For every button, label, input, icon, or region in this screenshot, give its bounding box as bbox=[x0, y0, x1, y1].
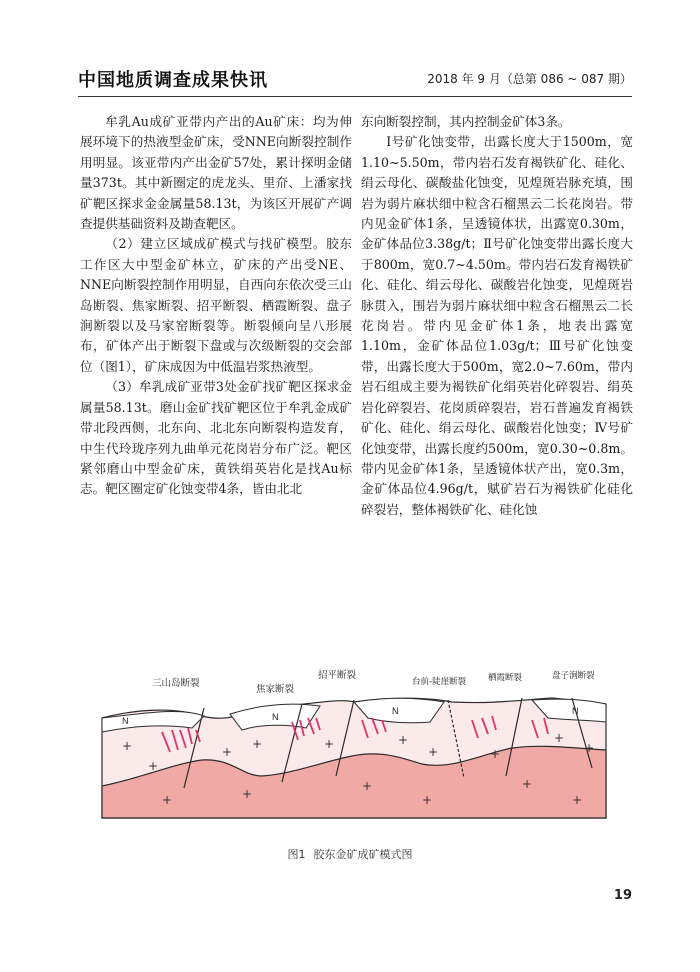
fault-labels bbox=[152, 669, 595, 695]
granite-symbol: + bbox=[398, 733, 409, 747]
granite-symbol: + bbox=[554, 731, 565, 745]
caption-text: 胶东金矿成矿模式图 bbox=[313, 848, 413, 861]
page-header bbox=[78, 60, 632, 96]
granite-symbol: + bbox=[428, 745, 439, 759]
header-rule bbox=[78, 96, 632, 97]
symbol-n: N bbox=[272, 712, 279, 722]
left-column bbox=[80, 112, 352, 500]
paragraph: （3）牟乳成矿亚带3处金矿找矿靶区探求金属量58.13t。磨山金矿找矿靶区位于牟乳金成矿带北段西侧，北东向、北北东向断裂构造发育，中生代玲珑序列九曲单元花岗岩分布广泛。靶区紧邻磨山中型金矿床，黄铁绢英岩化是找Au标志。靶区圈定矿化蚀变带4条，皆由北北 bbox=[80, 379, 352, 497]
label-sanshandao: 三山岛断裂 bbox=[152, 678, 200, 689]
right-column bbox=[361, 112, 633, 520]
issue-info: 2018 年 9 月（总第 086 ~ 087 期） bbox=[427, 72, 632, 86]
granite-symbol: + bbox=[362, 779, 373, 793]
granite-symbol: + bbox=[242, 787, 253, 801]
paragraph: 东向断裂控制，其内控制金矿体3条。 bbox=[361, 114, 571, 129]
symbol-n: N bbox=[122, 716, 129, 726]
granite-symbol: + bbox=[572, 793, 583, 807]
figure-metallogenic-model bbox=[92, 658, 616, 828]
label-zhaoping: 招平断裂 bbox=[318, 670, 357, 681]
label-jiaojia: 焦家断裂 bbox=[256, 684, 295, 695]
granite-symbol: + bbox=[162, 793, 173, 807]
granite-symbol: + bbox=[584, 741, 595, 755]
label-baijiuzhai: 台前-陡崖断裂 bbox=[412, 677, 467, 687]
journal-title: 中国地质调查成果快讯 bbox=[78, 70, 268, 91]
granite-symbol: + bbox=[490, 747, 501, 761]
symbol-n: N bbox=[392, 706, 399, 716]
granite-symbol: + bbox=[252, 737, 263, 751]
granite-symbol: + bbox=[522, 777, 533, 791]
granite-symbol: + bbox=[422, 793, 433, 807]
paragraph: Ⅰ号矿化蚀变带，出露长度大于1500m，宽1.10~5.50m，带内岩石发育褐铁矿化、硅化、绢云母化、碳酸盐化蚀变，见煌斑岩脉充填，围岩为弱片麻状细中粒含石榴黑云二长花岗岩。带内见金矿体1条，呈透镜体状，出露宽0.30m，金矿体品位3.38g/t；Ⅱ号矿化蚀变带出露长度大于800m，宽0.7~4.50m。带内岩石发育褐铁矿化、硅化、绢云母化、碳酸岩化蚀变，见煌斑岩脉贯入，围岩为弱片麻状细中粒含石榴黑云二长花岗岩。带内见金矿体1条，地表出露宽1.10m，金矿体品位1.03g/t；Ⅲ号矿化蚀变带，出露长度大于500m，宽2.0~7.60m，带内岩石组成主要为褐铁矿化绢英岩化碎裂岩、绢英岩化碎裂岩、花岗质碎裂岩，岩石普遍发育褐铁矿化、硅化、绢云母化、碳酸岩化蚀变；Ⅳ号矿化蚀变带，出露长度约500m，宽0.30~0.8m。带内见金矿体1条，呈透镜体状产出，宽0.3m，金矿体品位4.96g/t，赋矿岩石为褐铁矿化硅化碎裂岩，整体褐铁矿化、硅化蚀 bbox=[361, 134, 633, 517]
label-panzijian: 盘子涧断裂 bbox=[552, 671, 595, 681]
granite-symbol: + bbox=[148, 759, 159, 773]
paragraph: 牟乳Au成矿亚带内产出的Au矿床：均为伸展环境下的热液型金矿床，受NNE向断裂控制作用明显。该亚带内产出金矿57处，累计探明金储量373t。其中新圈定的虎龙头、里夼、上潘家找矿靶区探求金金属量58.13t，为该区开展矿产调查提供基础资料及勘查靶区。 bbox=[80, 114, 352, 232]
granite-symbol: + bbox=[122, 739, 133, 753]
symbol-n: N bbox=[572, 706, 579, 716]
caption-number: 图1 bbox=[287, 848, 306, 861]
label-qixia: 栖霞断裂 bbox=[488, 673, 523, 683]
granite-symbol: + bbox=[324, 737, 335, 751]
cross-section-diagram bbox=[92, 658, 616, 828]
page-number: 19 bbox=[613, 888, 632, 903]
figure-caption bbox=[0, 846, 700, 862]
granite-symbol: + bbox=[222, 745, 233, 759]
paragraph: （2）建立区域成矿模式与找矿模型。胶东工作区大中型金矿林立，矿床的产出受NE、NNE向断裂控制作用明显，自西向东依次受三山岛断裂、焦家断裂、招平断裂、栖霞断裂、盘子涧断裂以及马家窑断裂等。断裂倾向呈八形展布，矿体产出于断裂下盘或与次级断裂的交会部位（图1），矿床成因为中低温岩浆热液型。 bbox=[80, 236, 352, 374]
